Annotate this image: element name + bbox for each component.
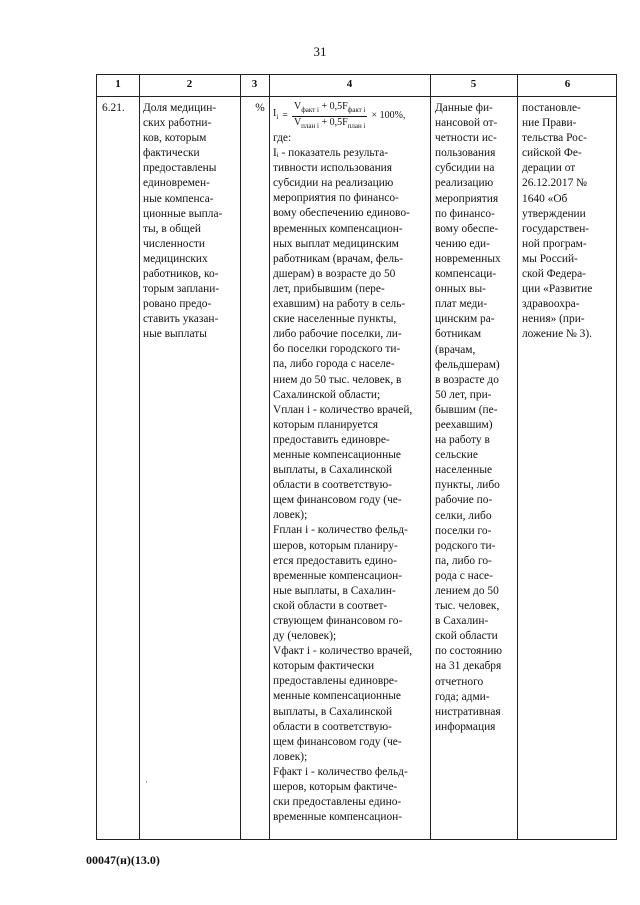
text-line: (врачам, [435, 343, 476, 356]
text-line: ные компенса- [143, 192, 214, 205]
text-line: тельства Рос- [522, 132, 587, 145]
text-line: Iᵢ - показатель результа- [273, 147, 389, 160]
text-line: менные компенсационные [273, 690, 401, 703]
text-line: ции «Развитие [522, 283, 593, 296]
text-line: тыс. человек, [435, 600, 500, 613]
text-line: щем финансовом году (че- [273, 735, 402, 748]
text-line: дшерам) в возрасте до 50 [273, 267, 396, 280]
text-line: рабочие по- [435, 494, 493, 507]
text-line: родского ти- [435, 539, 496, 552]
text-line: постановле- [522, 102, 581, 114]
text-line: на работу в [435, 434, 490, 447]
header-col-5: 5 [470, 78, 477, 90]
text-line: па, либо го- [435, 554, 492, 567]
text-line: рода с насе- [435, 569, 493, 582]
text-line: выплаты, в Сахалинской [273, 464, 393, 477]
column-divider [517, 75, 518, 839]
formula-denominator: $V_{план i} + 0,5F_{план i}$ [293, 116, 366, 130]
unit: % [255, 102, 265, 114]
text-line: мы Россий- [522, 252, 578, 265]
text-line: компенсаци- [435, 268, 497, 281]
text-line: бывшим (пе- [435, 403, 498, 416]
indicator-table [96, 74, 617, 840]
text-line: ловек); [273, 509, 308, 522]
text-line: численности [143, 237, 205, 250]
text-line: дерации от [522, 162, 576, 175]
formula-multiplier: × 100%, [371, 110, 406, 122]
text-line: ложение № 3). [522, 328, 593, 341]
text-line: ты, в общей [143, 222, 201, 235]
header-col-4: 4 [346, 78, 353, 90]
data-source [435, 101, 512, 735]
text-line: нистративная [435, 705, 501, 718]
text-line: менные компенсационные [273, 448, 401, 461]
text-line: отчетного [435, 675, 484, 688]
text-line: населенные [435, 464, 493, 477]
text-line: информация [435, 720, 496, 733]
text-line: пункты, либо [435, 479, 500, 492]
text-line: субсидии на [435, 162, 495, 175]
text-line: ется предоставить едино- [273, 554, 397, 567]
indicator-name [143, 101, 238, 343]
text-line: сельские [435, 449, 478, 462]
text-line: ской области в соответ- [273, 599, 388, 612]
text-line: области в соответствую- [273, 479, 392, 492]
text-line: выплаты, в Сахалинской [273, 705, 393, 718]
text-line: фельдшерам) [435, 358, 500, 371]
text-line: поселки го- [435, 524, 492, 537]
text-line: Vплан i - количество врачей, [273, 403, 413, 416]
text-line: на 31 декабря [435, 660, 502, 673]
formula-equals: = [282, 110, 288, 122]
text-line: предоставлены единовре- [273, 675, 398, 688]
text-line: Fфакт i - количество фельд- [273, 765, 408, 778]
text-line: Vфакт i - количество врачей, [273, 645, 413, 658]
text-line: ционные выпла- [143, 207, 223, 220]
scan-mark: · [145, 777, 148, 787]
text-line: в Сахалин- [435, 615, 489, 628]
text-line: бо поселки городского ти- [273, 343, 401, 356]
text-line: селки, либо [435, 509, 492, 522]
text-line: ловек); [273, 750, 308, 763]
text-line: новременных [435, 252, 501, 265]
text-line: торым заплани- [143, 283, 220, 296]
text-line: нансовой от- [435, 117, 498, 130]
text-line: ние Прави- [522, 117, 577, 130]
text-line: медицинских [143, 252, 208, 265]
text-line: государствен- [522, 222, 590, 235]
text-line: па, либо города с населе- [273, 358, 395, 371]
text-line: ские населенные пункты, [273, 313, 397, 326]
text-line: Сахалинской области; [273, 388, 381, 401]
text-line: которым фактически [273, 660, 375, 673]
text-line: временные компенсацион- [273, 569, 403, 582]
text-line: лет, прибывшим (пере- [273, 282, 385, 295]
text-line: нения» (при- [522, 313, 585, 326]
text-line: по состоянию [435, 645, 502, 658]
column-divider [430, 75, 431, 839]
text-line: чению еди- [435, 237, 490, 250]
text-line: по финансо- [435, 207, 495, 220]
document-code: 00047(н)(13.0) [86, 853, 160, 867]
text-line: Данные фи- [435, 102, 493, 114]
text-line: ствующем финансовом го- [273, 615, 403, 627]
text-line: где: [273, 132, 292, 144]
text-line: ски предоставлены едино- [273, 796, 402, 809]
text-line: сийской Фе- [522, 147, 582, 160]
text-line: ков, которым [143, 132, 207, 145]
text-line: лением до 50 [435, 585, 499, 597]
text-line: области в соответствую- [273, 720, 392, 733]
text-line: фактически [143, 147, 200, 160]
text-line: либо рабочие поселки, ли- [273, 328, 402, 341]
text-line: мероприятия [435, 192, 499, 205]
text-line: ской Федера- [522, 268, 586, 281]
text-line: шеров, которым планиру- [273, 539, 398, 552]
text-line: реехавшим) [435, 418, 493, 431]
text-line: вому обеспечению единово- [273, 207, 410, 220]
row-number: 6.21. [102, 102, 125, 114]
text-line: ботникам [435, 328, 482, 341]
text-line: единовремен- [143, 177, 210, 190]
text-line: четности ис- [435, 132, 497, 145]
text-line: 1640 «Об [522, 192, 568, 205]
header-col-2: 2 [186, 78, 193, 90]
formula-lhs: $I_i$ [273, 108, 279, 122]
text-line: щем финансовом году (че- [273, 494, 402, 507]
text-line: ской области [435, 630, 498, 643]
header-col-3: 3 [251, 78, 258, 90]
text-line: ных выплат медицинским [273, 237, 399, 250]
text-line: ные выплаты [143, 328, 207, 341]
text-line: субсидии на реализацию [273, 177, 394, 190]
text-line: реализацию [435, 177, 494, 190]
header-col-6: 6 [564, 78, 571, 90]
text-line: нием до 50 тыс. человек, в [273, 373, 402, 386]
text-line: ехавшим) на работу в сель- [273, 298, 406, 311]
text-line: тивности использования [273, 162, 393, 175]
text-line: вому обеспе- [435, 222, 499, 235]
calculation-description [273, 131, 421, 825]
text-line: пользования [435, 147, 496, 160]
text-line: предоставлены [143, 162, 217, 175]
text-line: онных вы- [435, 283, 486, 296]
text-line: ставить указан- [143, 313, 219, 326]
text-line: временные компенсацион- [273, 811, 403, 824]
text-line: мероприятия по финансо- [273, 192, 399, 205]
text-line: цинским ра- [435, 313, 495, 326]
formula-numerator: $V_{факт i} + 0,5F_{факт i}$ [292, 101, 367, 117]
text-line: плат меди- [435, 298, 488, 311]
formula-fraction [292, 101, 368, 132]
header-divider [97, 96, 616, 97]
text-line: которым планируется [273, 418, 379, 431]
text-line: работникам (врачам, фель- [273, 252, 403, 265]
text-line: ной програм- [522, 237, 587, 250]
column-divider [139, 75, 140, 839]
text-line: шеров, которым фактиче- [273, 781, 398, 794]
text-line: Fплан i - количество фельд- [273, 524, 408, 537]
text-line: ровано предо- [143, 298, 212, 311]
column-divider [240, 75, 241, 839]
column-divider [269, 75, 270, 839]
text-line: ные выплаты, в Сахалин- [273, 584, 396, 597]
header-col-1: 1 [115, 78, 121, 90]
text-line: 26.12.2017 № [522, 177, 587, 190]
text-line: в возрасте до [435, 373, 499, 386]
text-line: здравоохра- [522, 298, 580, 311]
calculation-method [273, 101, 421, 825]
formula [273, 101, 421, 131]
page-number: 31 [313, 44, 327, 59]
text-line: Доля медицин- [143, 102, 217, 114]
text-line: утверждении [522, 207, 586, 220]
legal-basis [522, 101, 612, 343]
text-line: ских работни- [143, 117, 212, 130]
text-line: временных компенсацион- [273, 222, 403, 235]
text-line: 50 лет, при- [435, 388, 492, 401]
text-line: года; адми- [435, 690, 490, 703]
text-line: предоставить единовре- [273, 433, 390, 446]
text-line: работников, ко- [143, 268, 219, 281]
text-line: ду (человек); [273, 630, 337, 643]
